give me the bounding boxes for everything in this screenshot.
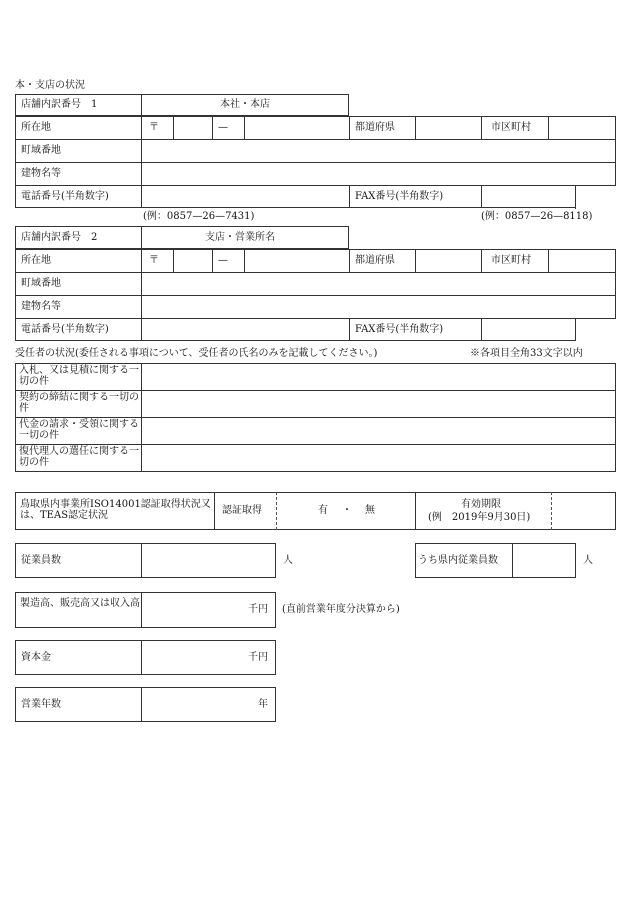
- office-2-fax-field[interactable]: [482, 319, 574, 340]
- delegate-item-subagent: 復代理人の選任に関する一切の件: [19, 446, 139, 468]
- years-unit: 年: [258, 699, 268, 710]
- delegate-note: ※各項目全角33文字以内: [470, 348, 583, 359]
- iso-label: 鳥取県内事業所ISO14001認証取得状況又は、TEAS認定状況: [20, 499, 211, 521]
- office-2-building-field[interactable]: [142, 296, 615, 317]
- iso-validity-example: (例 2019年9月30日): [428, 512, 531, 523]
- in-pref-employees-label: うち県内従業員数: [418, 555, 498, 566]
- tel-example: (例：0857—26—7431): [143, 211, 255, 222]
- office-2-pref-field[interactable]: [416, 250, 480, 271]
- office-2-pref-label: 都道府県: [355, 255, 395, 266]
- office-2-tel-label: 電話番号(半角数字): [21, 324, 109, 335]
- office-1-postal-second-field[interactable]: [245, 117, 348, 138]
- office-1-building-label: 建物名等: [21, 168, 61, 179]
- years-field[interactable]: [142, 688, 275, 721]
- in-pref-employees-field[interactable]: [513, 544, 575, 577]
- iso-yes-option[interactable]: 有: [318, 505, 328, 516]
- delegate-item-payment: 代金の請求・受領に関する一切の件: [19, 419, 139, 441]
- office-2-fax-label: FAX番号(半角数字): [355, 324, 444, 335]
- office-1-number-label: 店舗内訳番号 1: [21, 99, 98, 110]
- office-1-fax-label: FAX番号(半角数字): [355, 191, 444, 202]
- delegate-subagent-field[interactable]: [142, 445, 615, 471]
- office-1-city-label: 市区町村: [491, 122, 531, 133]
- delegate-title: 受任者の状況(委任される事項について、受任者の氏名のみを記載してください。): [15, 348, 378, 359]
- office-2-street-label: 町域番地: [21, 278, 61, 289]
- office-1-address-label: 所在地: [21, 122, 51, 133]
- sales-label: 製造高、販売高又は収入高: [20, 598, 140, 609]
- office-2-address-label: 所在地: [21, 255, 51, 266]
- employees-label: 従業員数: [21, 555, 61, 566]
- employees-unit: 人: [283, 555, 293, 566]
- office-1-fax-field[interactable]: [482, 186, 574, 207]
- office-2-city-label: 市区町村: [491, 255, 531, 266]
- office-2-postal-second-field[interactable]: [245, 250, 348, 271]
- office-1-kind: 本社・本店: [220, 99, 270, 110]
- delegate-item-contract: 契約の締結に関する一切の件: [19, 392, 139, 414]
- iso-cert-label: 認証取得: [222, 505, 262, 516]
- office-1-postal-dash: —: [218, 122, 228, 133]
- office-2-city-field[interactable]: [549, 250, 615, 271]
- office-2-building-label: 建物名等: [21, 301, 61, 312]
- office-1-building-field[interactable]: [142, 163, 615, 184]
- office-1-city-field[interactable]: [549, 117, 615, 138]
- office-2-postal-mark: 〒: [149, 255, 159, 266]
- sales-unit: 千円: [248, 604, 268, 615]
- capital-label: 資本金: [21, 652, 51, 663]
- employees-field[interactable]: [142, 544, 275, 577]
- section-title: 本・支店の状況: [15, 80, 85, 91]
- office-1-postal-mark: 〒: [149, 122, 159, 133]
- delegate-bid-field[interactable]: [142, 364, 615, 389]
- fax-example: (例：0857—26—8118): [481, 211, 593, 222]
- office-2-postal-first-field[interactable]: [174, 250, 211, 271]
- office-1-tel-label: 電話番号(半角数字): [21, 191, 109, 202]
- iso-separator: ・: [342, 505, 352, 516]
- office-2-kind: 支店・営業所名: [205, 232, 275, 243]
- in-pref-employees-unit: 人: [583, 555, 593, 566]
- office-1-street-label: 町域番地: [21, 145, 61, 156]
- office-1-tel-field[interactable]: [142, 186, 348, 207]
- office-1-postal-first-field[interactable]: [174, 117, 211, 138]
- iso-validity-field[interactable]: [553, 493, 615, 529]
- delegate-item-bid: 入札、又は見積に関する一切の件: [19, 365, 139, 387]
- office-2-number-label: 店舗内訳番号 2: [21, 232, 98, 243]
- years-label: 営業年数: [21, 699, 61, 710]
- delegate-contract-field[interactable]: [142, 391, 615, 416]
- office-2-street-field[interactable]: [142, 273, 615, 294]
- office-1-pref-field[interactable]: [416, 117, 480, 138]
- iso-validity-label: 有効期限: [461, 499, 501, 510]
- sales-note: (直前営業年度分決算から): [282, 604, 400, 615]
- office-1-pref-label: 都道府県: [355, 122, 395, 133]
- delegate-payment-field[interactable]: [142, 418, 615, 443]
- capital-unit: 千円: [248, 652, 268, 663]
- office-1-street-field[interactable]: [142, 140, 615, 161]
- office-2-postal-dash: —: [218, 255, 228, 266]
- iso-no-option[interactable]: 無: [365, 505, 375, 516]
- office-2-tel-field[interactable]: [142, 319, 348, 340]
